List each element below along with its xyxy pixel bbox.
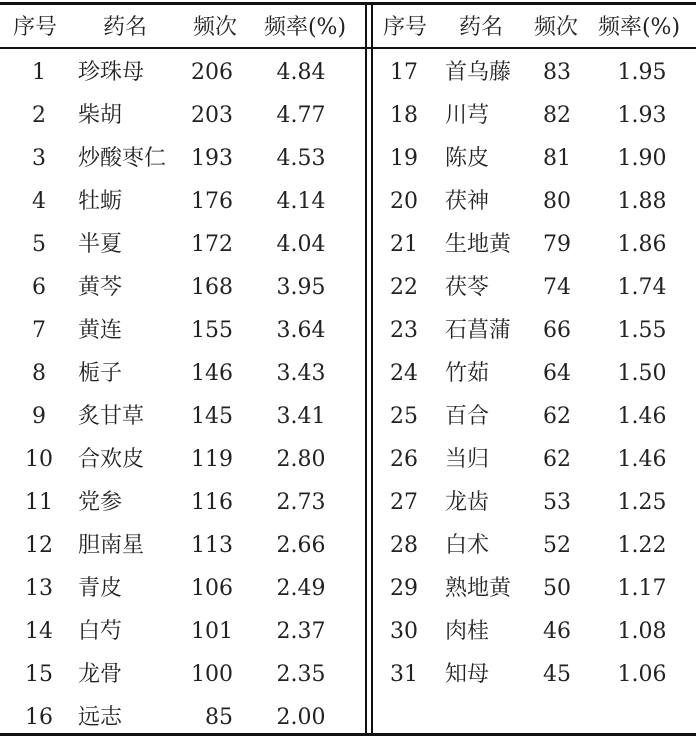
cell-no-left: 15 xyxy=(25,662,53,687)
cell-freq-left: 113 xyxy=(191,533,233,558)
cell-name-left: 牡蛎 xyxy=(78,189,123,214)
cell-name-right: 肉桂 xyxy=(445,619,490,644)
cell-name-left: 柴胡 xyxy=(78,103,123,128)
cell-rate-right: 1.08 xyxy=(617,619,667,644)
cell-rate-left: 2.80 xyxy=(276,447,326,472)
cell-rate-left: 2.00 xyxy=(276,705,326,730)
cell-rate-right: 1.74 xyxy=(617,275,667,300)
cell-name-left: 龙骨 xyxy=(78,662,123,687)
cell-rate-right: 1.95 xyxy=(617,60,667,85)
cell-freq-right: 64 xyxy=(543,361,571,386)
cell-freq-right: 45 xyxy=(543,662,571,687)
cell-name-left: 白芍 xyxy=(78,619,123,644)
cell-no-left: 12 xyxy=(25,533,53,558)
cell-freq-right: 62 xyxy=(543,447,571,472)
cell-name-left: 半夏 xyxy=(78,232,123,257)
cell-rate-left: 4.77 xyxy=(276,103,326,128)
cell-name-right: 熟地黄 xyxy=(445,576,512,601)
cell-rate-right: 1.93 xyxy=(617,103,667,128)
cell-no-left: 11 xyxy=(25,490,53,515)
cell-rate-left: 2.35 xyxy=(276,662,326,687)
cell-rate-left: 2.66 xyxy=(276,533,326,558)
table-row xyxy=(0,567,696,610)
cell-freq-right: 83 xyxy=(543,60,571,85)
cell-freq-right: 52 xyxy=(543,533,571,558)
cell-no-left: 13 xyxy=(25,576,53,601)
header-name-left: 药名 xyxy=(102,15,147,40)
header-freq-left: 频次 xyxy=(192,15,237,40)
cell-freq-left: 206 xyxy=(191,60,233,85)
cell-freq-right: 80 xyxy=(543,189,571,214)
cell-no-right: 19 xyxy=(390,146,418,171)
cell-rate-right: 1.55 xyxy=(617,318,667,343)
cell-name-left: 珍珠母 xyxy=(78,60,145,85)
cell-name-right: 生地黄 xyxy=(445,232,512,257)
cell-name-right: 百合 xyxy=(445,404,490,429)
cell-rate-right: 1.22 xyxy=(617,533,667,558)
cell-rate-right: 1.86 xyxy=(617,232,667,257)
cell-freq-left: 85 xyxy=(205,705,233,730)
cell-freq-right: 74 xyxy=(543,275,571,300)
cell-name-left: 远志 xyxy=(78,705,123,730)
cell-rate-left: 4.04 xyxy=(276,232,326,257)
table-row xyxy=(0,309,696,352)
cell-freq-left: 106 xyxy=(191,576,233,601)
cell-name-left: 栀子 xyxy=(78,361,123,386)
cell-no-left: 9 xyxy=(32,404,46,429)
cell-no-right: 31 xyxy=(390,662,418,687)
table-row xyxy=(0,653,696,696)
table-row xyxy=(0,223,696,266)
cell-no-left: 4 xyxy=(32,189,46,214)
cell-freq-left: 155 xyxy=(191,318,233,343)
cell-name-left: 青皮 xyxy=(78,576,123,601)
cell-rate-right: 1.06 xyxy=(617,662,667,687)
cell-freq-right: 53 xyxy=(543,490,571,515)
cell-name-right: 石菖蒲 xyxy=(445,318,512,343)
cell-rate-right: 1.25 xyxy=(617,490,667,515)
cell-name-left: 炙甘草 xyxy=(78,404,145,429)
cell-no-right: 25 xyxy=(390,404,418,429)
top-rule xyxy=(0,2,696,5)
cell-rate-left: 4.53 xyxy=(276,146,326,171)
table-row xyxy=(0,481,696,524)
cell-freq-right: 46 xyxy=(543,619,571,644)
cell-rate-right: 1.46 xyxy=(617,404,667,429)
cell-no-right: 17 xyxy=(390,60,418,85)
cell-rate-left: 4.14 xyxy=(276,189,326,214)
header-freq-right: 频次 xyxy=(533,15,578,40)
table-row xyxy=(0,137,696,180)
cell-name-left: 胆南星 xyxy=(78,533,145,558)
cell-rate-left: 3.95 xyxy=(276,275,326,300)
cell-name-right: 川芎 xyxy=(445,103,490,128)
cell-freq-left: 116 xyxy=(191,490,233,515)
cell-name-right: 陈皮 xyxy=(445,146,490,171)
cell-freq-left: 119 xyxy=(191,447,233,472)
cell-no-right: 18 xyxy=(390,103,418,128)
cell-rate-right: 1.17 xyxy=(617,576,667,601)
cell-rate-right: 1.50 xyxy=(617,361,667,386)
cell-no-left: 16 xyxy=(25,705,53,730)
header-no-left: 序号 xyxy=(12,15,57,40)
cell-freq-left: 146 xyxy=(191,361,233,386)
cell-rate-left: 3.64 xyxy=(276,318,326,343)
cell-name-right: 知母 xyxy=(445,662,490,687)
cell-no-right: 21 xyxy=(390,232,418,257)
cell-no-left: 3 xyxy=(32,146,46,171)
cell-freq-left: 168 xyxy=(191,275,233,300)
cell-name-right: 竹茹 xyxy=(445,361,490,386)
cell-rate-left: 2.49 xyxy=(276,576,326,601)
cell-no-left: 2 xyxy=(32,103,46,128)
cell-freq-right: 81 xyxy=(543,146,571,171)
cell-no-left: 6 xyxy=(32,275,46,300)
table-row xyxy=(0,180,696,223)
cell-no-left: 8 xyxy=(32,361,46,386)
header-name-right: 药名 xyxy=(458,15,503,40)
table-row xyxy=(0,51,696,94)
cell-freq-right: 79 xyxy=(543,232,571,257)
cell-freq-left: 100 xyxy=(191,662,233,687)
cell-no-right: 24 xyxy=(390,361,418,386)
cell-freq-left: 193 xyxy=(191,146,233,171)
cell-freq-right: 82 xyxy=(543,103,571,128)
cell-freq-right: 50 xyxy=(543,576,571,601)
table-header-row xyxy=(0,6,696,49)
cell-no-right: 29 xyxy=(390,576,418,601)
cell-name-right: 茯神 xyxy=(445,189,490,214)
cell-no-left: 14 xyxy=(25,619,53,644)
cell-name-left: 炒酸枣仁 xyxy=(78,146,167,171)
table-row xyxy=(0,696,696,739)
cell-no-left: 1 xyxy=(32,60,46,85)
table-row xyxy=(0,395,696,438)
table-row xyxy=(0,438,696,481)
header-no-right: 序号 xyxy=(382,15,427,40)
cell-no-left: 10 xyxy=(25,447,53,472)
cell-no-right: 26 xyxy=(390,447,418,472)
table-row xyxy=(0,94,696,137)
cell-no-right: 22 xyxy=(390,275,418,300)
cell-name-left: 黄连 xyxy=(78,318,123,343)
cell-name-left: 黄芩 xyxy=(78,275,123,300)
cell-freq-right: 62 xyxy=(543,404,571,429)
cell-name-right: 当归 xyxy=(445,447,490,472)
header-rate-left: 频率(%) xyxy=(263,15,347,40)
table-row xyxy=(0,352,696,395)
cell-freq-left: 176 xyxy=(191,189,233,214)
table-row xyxy=(0,610,696,653)
cell-no-right: 28 xyxy=(390,533,418,558)
cell-rate-right: 1.46 xyxy=(617,447,667,472)
cell-no-right: 23 xyxy=(390,318,418,343)
cell-rate-right: 1.88 xyxy=(617,189,667,214)
cell-freq-left: 101 xyxy=(191,619,233,644)
cell-name-left: 合欢皮 xyxy=(78,447,145,472)
cell-rate-left: 4.84 xyxy=(276,60,326,85)
cell-no-right: 20 xyxy=(390,189,418,214)
cell-rate-right: 1.90 xyxy=(617,146,667,171)
cell-name-right: 茯苓 xyxy=(445,275,490,300)
cell-rate-left: 3.43 xyxy=(276,361,326,386)
cell-name-left: 党参 xyxy=(78,490,123,515)
cell-no-left: 5 xyxy=(32,232,46,257)
cell-rate-left: 2.73 xyxy=(276,490,326,515)
cell-freq-left: 145 xyxy=(191,404,233,429)
cell-name-right: 龙齿 xyxy=(445,490,490,515)
table-row xyxy=(0,266,696,309)
cell-rate-left: 3.41 xyxy=(276,404,326,429)
cell-no-left: 7 xyxy=(32,318,46,343)
cell-name-right: 首乌藤 xyxy=(445,60,512,85)
table-row xyxy=(0,524,696,567)
cell-freq-right: 66 xyxy=(543,318,571,343)
cell-rate-left: 2.37 xyxy=(276,619,326,644)
header-rate-right: 频率(%) xyxy=(597,15,681,40)
cell-no-right: 27 xyxy=(390,490,418,515)
cell-name-right: 白术 xyxy=(445,533,490,558)
cell-no-right: 30 xyxy=(390,619,418,644)
cell-freq-left: 203 xyxy=(191,103,233,128)
cell-freq-left: 172 xyxy=(191,232,233,257)
